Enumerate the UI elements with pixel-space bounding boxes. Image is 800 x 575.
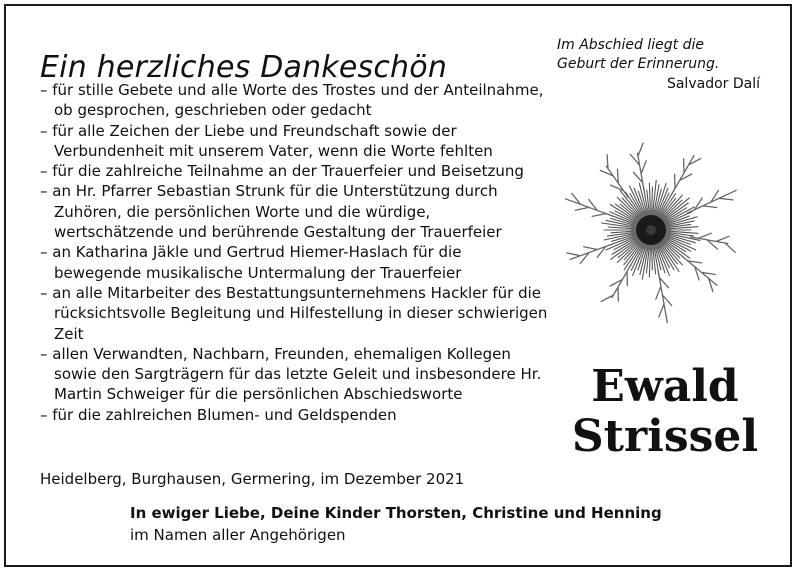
quote-line: Im Abschied liegt die <box>557 37 704 53</box>
place-and-date: Heidelberg, Burghausen, Germering, im Dezember 2021 <box>40 470 465 488</box>
thanks-list <box>40 80 550 425</box>
deceased-first-name: Ewald <box>591 361 739 412</box>
thanks-item: – an alle Mitarbeiter des Bestattungsunternehmens Hackler für die rücksichtsvolle Begleitung und Hilfestellung in dieser schwierigen Zeit <box>40 283 548 343</box>
signature-block <box>130 502 662 546</box>
quote-line: Geburt der Erinnerung. <box>557 56 720 72</box>
notice-title: Ein herzliches Dankeschön <box>40 50 448 86</box>
thanks-item: – allen Verwandten, Nachbarn, Freunden, ehemaligen Kollegen sowie den Sargträgern für das letzte Geleit und insbesondere Hr. Martin Schweiger für die persönlichen Abschiedsworte <box>40 344 542 404</box>
thanks-item: – an Hr. Pfarrer Sebastian Strunk für die Unterstützung durch Zuhören, die persönlichen Worte und die würdige, wertschätzende und berührende Gestaltung der Trauerfeier <box>40 182 502 242</box>
thanks-item: – an Katharina Jäkle und Gertrud Hiemer-Haslach für die bewegende musikalische Untermalung der Trauerfeier <box>40 243 462 282</box>
quote-author: Salvador Dalí <box>666 76 760 92</box>
thanks-item: – für stille Gebete und alle Worte des Trostes und der Anteilnahme, ob gesprochen, geschrieben oder gedacht <box>40 81 544 120</box>
quote-block <box>557 36 719 74</box>
thistle-flower-icon <box>565 120 755 335</box>
deceased-last-name: Strissel <box>571 411 759 462</box>
deceased-name <box>560 362 770 462</box>
thanks-item: – für die zahlreichen Blumen- und Geldspenden <box>40 405 397 424</box>
signature-family: In ewiger Liebe, Deine Kinder Thorsten, Christine und Henning <box>130 504 662 522</box>
thanks-item: – für die zahlreiche Teilnahme an der Trauerfeier und Beisetzung <box>40 162 524 181</box>
thanks-item: – für alle Zeichen der Liebe und Freundschaft sowie der Verbundenheit mit unserem Vater, wenn die Worte fehlten <box>40 121 493 160</box>
signature-relatives: im Namen aller Angehörigen <box>130 526 346 544</box>
